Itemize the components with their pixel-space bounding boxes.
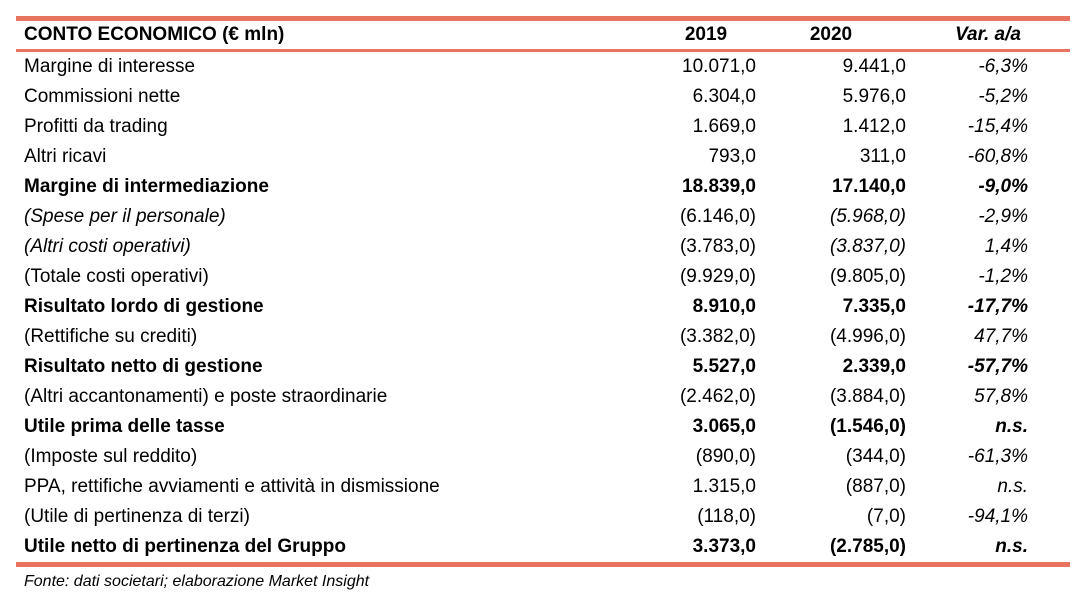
value-2020: (3.837,0) [829,236,906,257]
table-row [16,292,1070,322]
value-2019: (118,0) [697,506,756,527]
value-2020: (887,0) [845,476,906,497]
table-row [16,322,1070,352]
value-var: -6,3% [978,56,1028,77]
table-row [16,82,1070,112]
value-var: n.s. [995,416,1028,437]
value-2019: 1.669,0 [692,116,756,137]
table-title: CONTO ECONOMICO (€ mln) [24,24,285,45]
bottom-rule [16,562,1070,567]
table-row [16,52,1070,82]
value-var: 47,7% [974,326,1028,347]
value-2020: (9.805,0) [829,266,906,287]
value-2020: (7,0) [866,506,906,527]
income-statement [16,16,1070,591]
row-label: PPA, rettifiche avviamenti e attività in dismissione [24,476,440,497]
value-2019: 18.839,0 [682,176,756,197]
value-var: -17,7% [967,296,1028,317]
value-var: 1,4% [984,236,1028,257]
value-2019: 3.065,0 [692,416,756,437]
col-header-2020: 2020 [809,24,853,45]
value-2019: 5.527,0 [692,356,756,377]
row-label: (Utile di pertinenza di terzi) [24,506,250,527]
value-2019: (9.929,0) [679,266,756,287]
source-note: Fonte: dati societari; elaborazione Market Insight [24,573,370,590]
value-2019: (890,0) [695,446,756,467]
value-var: -5,2% [978,86,1028,107]
table-row [16,172,1070,202]
row-label: Commissioni nette [24,86,181,107]
value-2019: 793,0 [708,146,756,167]
value-var: n.s. [997,476,1028,497]
value-var: -15,4% [967,116,1028,137]
value-2019: 8.910,0 [692,296,756,317]
value-var: -94,1% [967,506,1028,527]
col-header-var: Var. a/a [955,24,1021,45]
row-label: Risultato lordo di gestione [24,296,264,317]
table-row [16,202,1070,232]
value-var: -2,9% [978,206,1028,227]
value-2020: (4.996,0) [829,326,906,347]
value-var: -9,0% [978,176,1028,197]
value-var: -1,2% [978,266,1028,287]
table-row [16,142,1070,172]
value-2020: 1.412,0 [842,116,906,137]
value-2020: (3.884,0) [829,386,906,407]
value-2020: (1.546,0) [829,416,906,437]
value-2019: 10.071,0 [682,56,756,77]
row-label: (Altri costi operativi) [24,236,191,257]
table-row [16,112,1070,142]
value-2019: (2.462,0) [679,386,756,407]
table-row [16,232,1070,262]
value-2020: 9.441,0 [842,56,906,77]
row-label: Profitti da trading [24,116,168,137]
value-2019: 1.315,0 [692,476,756,497]
table-row [16,262,1070,292]
header-row [16,21,1070,49]
value-2020: (344,0) [845,446,906,467]
row-label: (Rettifiche su crediti) [24,326,198,347]
table-row [16,442,1070,472]
table-row [16,532,1070,562]
value-2019: 3.373,0 [692,536,756,557]
row-label: Altri ricavi [24,146,107,167]
income-table [16,21,1070,562]
row-label: (Spese per il personale) [24,206,226,227]
value-2020: 17.140,0 [832,176,906,197]
table-row [16,352,1070,382]
row-label: (Altri accantonamenti) e poste straordinarie [24,386,388,407]
row-label: (Imposte sul reddito) [24,446,198,467]
value-2020: (2.785,0) [829,536,906,557]
value-2019: (3.783,0) [679,236,756,257]
row-label: Margine di interesse [24,56,196,77]
row-label: Utile prima delle tasse [24,416,225,437]
table-row [16,382,1070,412]
value-var: n.s. [995,536,1028,557]
col-header-2019: 2019 [684,24,728,45]
value-2019: 6.304,0 [692,86,756,107]
value-2020: 311,0 [859,146,906,167]
value-2020: 5.976,0 [842,86,906,107]
value-var: -57,7% [967,356,1028,377]
table-row [16,412,1070,442]
value-var: -61,3% [967,446,1028,467]
row-label: Margine di intermediazione [24,176,269,197]
value-2020: 2.339,0 [842,356,906,377]
table-row [16,472,1070,502]
row-label: Risultato netto di gestione [24,356,263,377]
value-var: -60,8% [967,146,1028,167]
row-label: (Totale costi operativi) [24,266,209,287]
value-2019: (6.146,0) [679,206,756,227]
value-2020: 7.335,0 [842,296,906,317]
value-2019: (3.382,0) [679,326,756,347]
value-var: 57,8% [974,386,1028,407]
row-label: Utile netto di pertinenza del Gruppo [24,536,346,557]
value-2020: (5.968,0) [829,206,906,227]
table-row [16,502,1070,532]
